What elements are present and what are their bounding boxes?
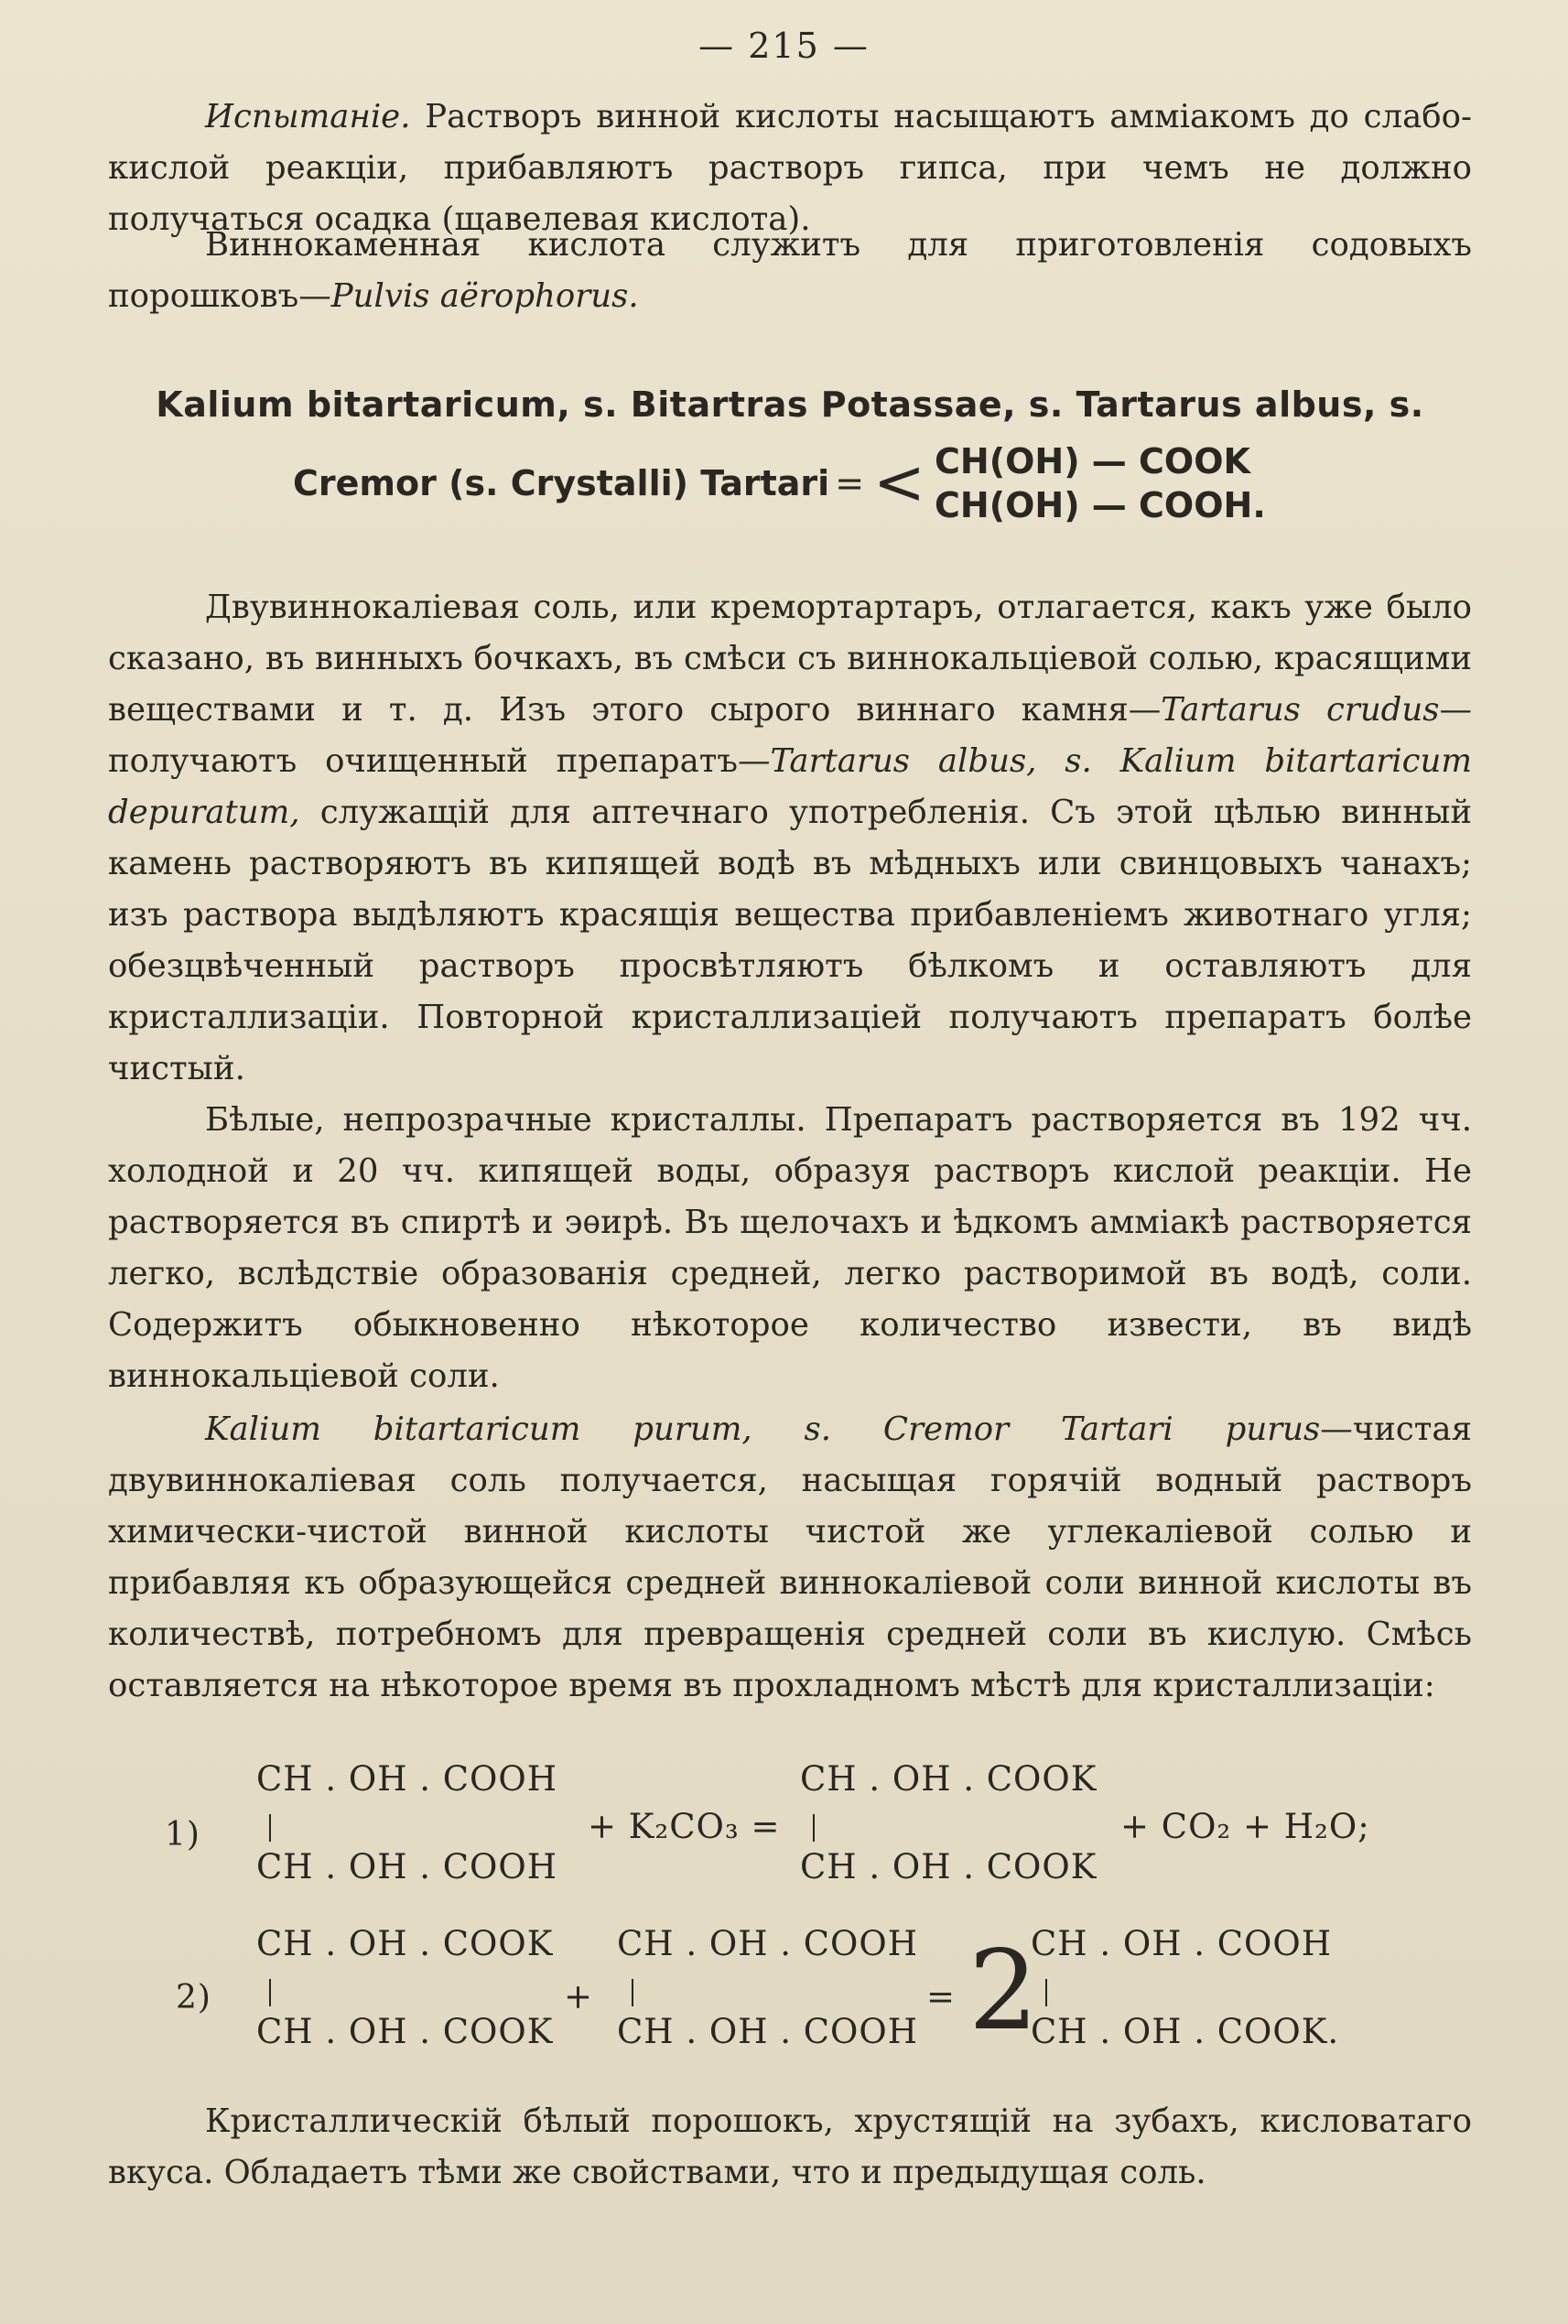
bond-line [269,1814,271,1842]
p1-latin-2: Tartarus albus, s. Kalium bitartaricum depuratum, [108,742,1472,831]
formula-branch: < [873,447,926,519]
paragraph-4 [108,2096,1472,2199]
reaction-1 [165,1759,1446,1906]
test-text: Растворъ винной кислоты насыщаютъ амміакомъ до слабо-кислой реакціи, прибавляютъ растворъ гипса, при чемъ не должно получаться осадка (щавелевая кислота). [108,98,1472,238]
p3-text: —чистая двувиннокаліевая соль получается, насыщая горячій водный растворъ химически-чистой винной кислоты чистой же углекаліевой солью и прибавляя къ образующейся средней виннокаліевой соли винной кислоты въ количествѣ, потребномъ для превращенія средней соли въ кислую. Смѣсь оставляется на нѣкоторое время въ прохладномъ мѣстѣ для кристаллизаціи: [108,1411,1472,1704]
paragraph-1-text [108,582,1472,1095]
use-text: Виннокаменная кислота служитъ для приготовленія содовыхъ порошковъ— [108,226,1472,315]
page-number: — 215 — [698,26,870,66]
reaction-2-b-bot: CH . OH . COOH [617,2012,918,2051]
reaction-1-reagent: + K₂CO₃ = [588,1807,781,1846]
p1-a: Двувиннокаліевая соль, или кремортартаръ, отлагается, какъ уже было сказано, въ винныхъ бочкахъ, въ смѣси съ виннокальціевой солью, красящими веществами и т. д. Изъ этого сырого виннаго камня— [108,589,1472,729]
reaction-2-number: 2) [176,1979,211,2016]
paragraph-2-text: Бѣлые, непрозрачные кристаллы. Препаратъ растворяется въ 192 чч. холодной и 20 чч. кипящей воды, образуя растворъ кислой реакціи. Не растворяется въ спиртѣ и эѳирѣ. Въ щелочахъ и ѣдкомъ амміакѣ растворяется легко, вслѣдствіе образованія средней, легко растворимой въ водѣ, соли. Содержитъ обыкновенно нѣкоторое количество извести, въ видѣ виннокальціевой соли. [108,1101,1472,1395]
paragraph-1 [108,582,1472,1095]
p3-latin: Kalium bitartaricum purum, s. Cremor Tartari purus [205,1411,1321,1448]
reaction-2 [165,1924,1446,2080]
bond-line [813,1814,815,1842]
formula-stack [935,439,1266,527]
reaction-2-coefficient: 2 [968,1928,1040,2055]
section-heading: Kalium bitartaricum, s. Bitartras Potassae, s. Tartarus albus, s. [156,384,1424,425]
p1-latin-1: Tartarus crudus [1161,691,1440,729]
use-latin: Pulvis aërophorus. [330,277,639,315]
reaction-1-number: 1) [165,1816,200,1854]
paragraph-3 [108,1404,1472,1712]
reaction-1-a-top: CH . OH . COOH [256,1759,557,1799]
bond-line [632,1979,633,2006]
reaction-1-b-bot: CH . OH . COOK [800,1847,1098,1886]
bond-line [1045,1979,1047,2006]
paragraph-use-text [108,220,1472,322]
formula-equals: = [835,463,865,503]
p1-c: служащій для аптечнаго употребленія. Съ этой цѣлью винный камень растворяютъ въ кипящей водѣ въ мѣдныхъ или свинцовыхъ чанахъ; изъ раствора выдѣляютъ красящія вещества прибавленіемъ животнаго угля; обезцвѣченный растворъ просвѣтляютъ бѣлкомъ и оставляютъ для кристаллизаціи. Повторной кристаллизаціей получаютъ препаратъ болѣе чистый. [108,794,1472,1087]
bond-line [269,1979,271,2006]
reaction-2-a-top: CH . OH . COOK [256,1924,554,1963]
paragraph-2 [108,1095,1472,1402]
formula-name: Cremor (s. Crystalli) Tartari [293,463,830,503]
test-label: Испытаніе. [205,98,411,135]
reaction-2-b-top: CH . OH . COOH [617,1924,918,1963]
reaction-2-c-top: CH . OH . COOH [1031,1924,1332,1963]
reaction-1-tail: + CO₂ + H₂O; [1120,1807,1370,1846]
paragraph-4-text: Кристаллическій бѣлый порошокъ, хрустящій на зубахъ, кисловатаго вкуса. Обладаетъ тѣми же свойствами, что и предыдущая соль. [108,2102,1472,2191]
formula-top: CH(OH) — COOK [935,441,1250,481]
reaction-2-plus: + [564,1977,594,2016]
paragraph-use [108,220,1472,322]
reaction-2-c-bot: CH . OH . COOK. [1031,2012,1340,2051]
p1-b: —получаютъ очищенный препаратъ— [108,691,1472,780]
structural-formula [293,439,1266,527]
formula-bottom: CH(OH) — COOH. [935,485,1266,525]
reaction-1-b-top: CH . OH . COOK [800,1759,1098,1799]
paragraph-3-text [108,1404,1472,1712]
reaction-2-a-bot: CH . OH . COOK [256,2012,554,2051]
reaction-2-equals: = [926,1977,957,2016]
reaction-1-a-bot: CH . OH . COOH [256,1847,557,1886]
